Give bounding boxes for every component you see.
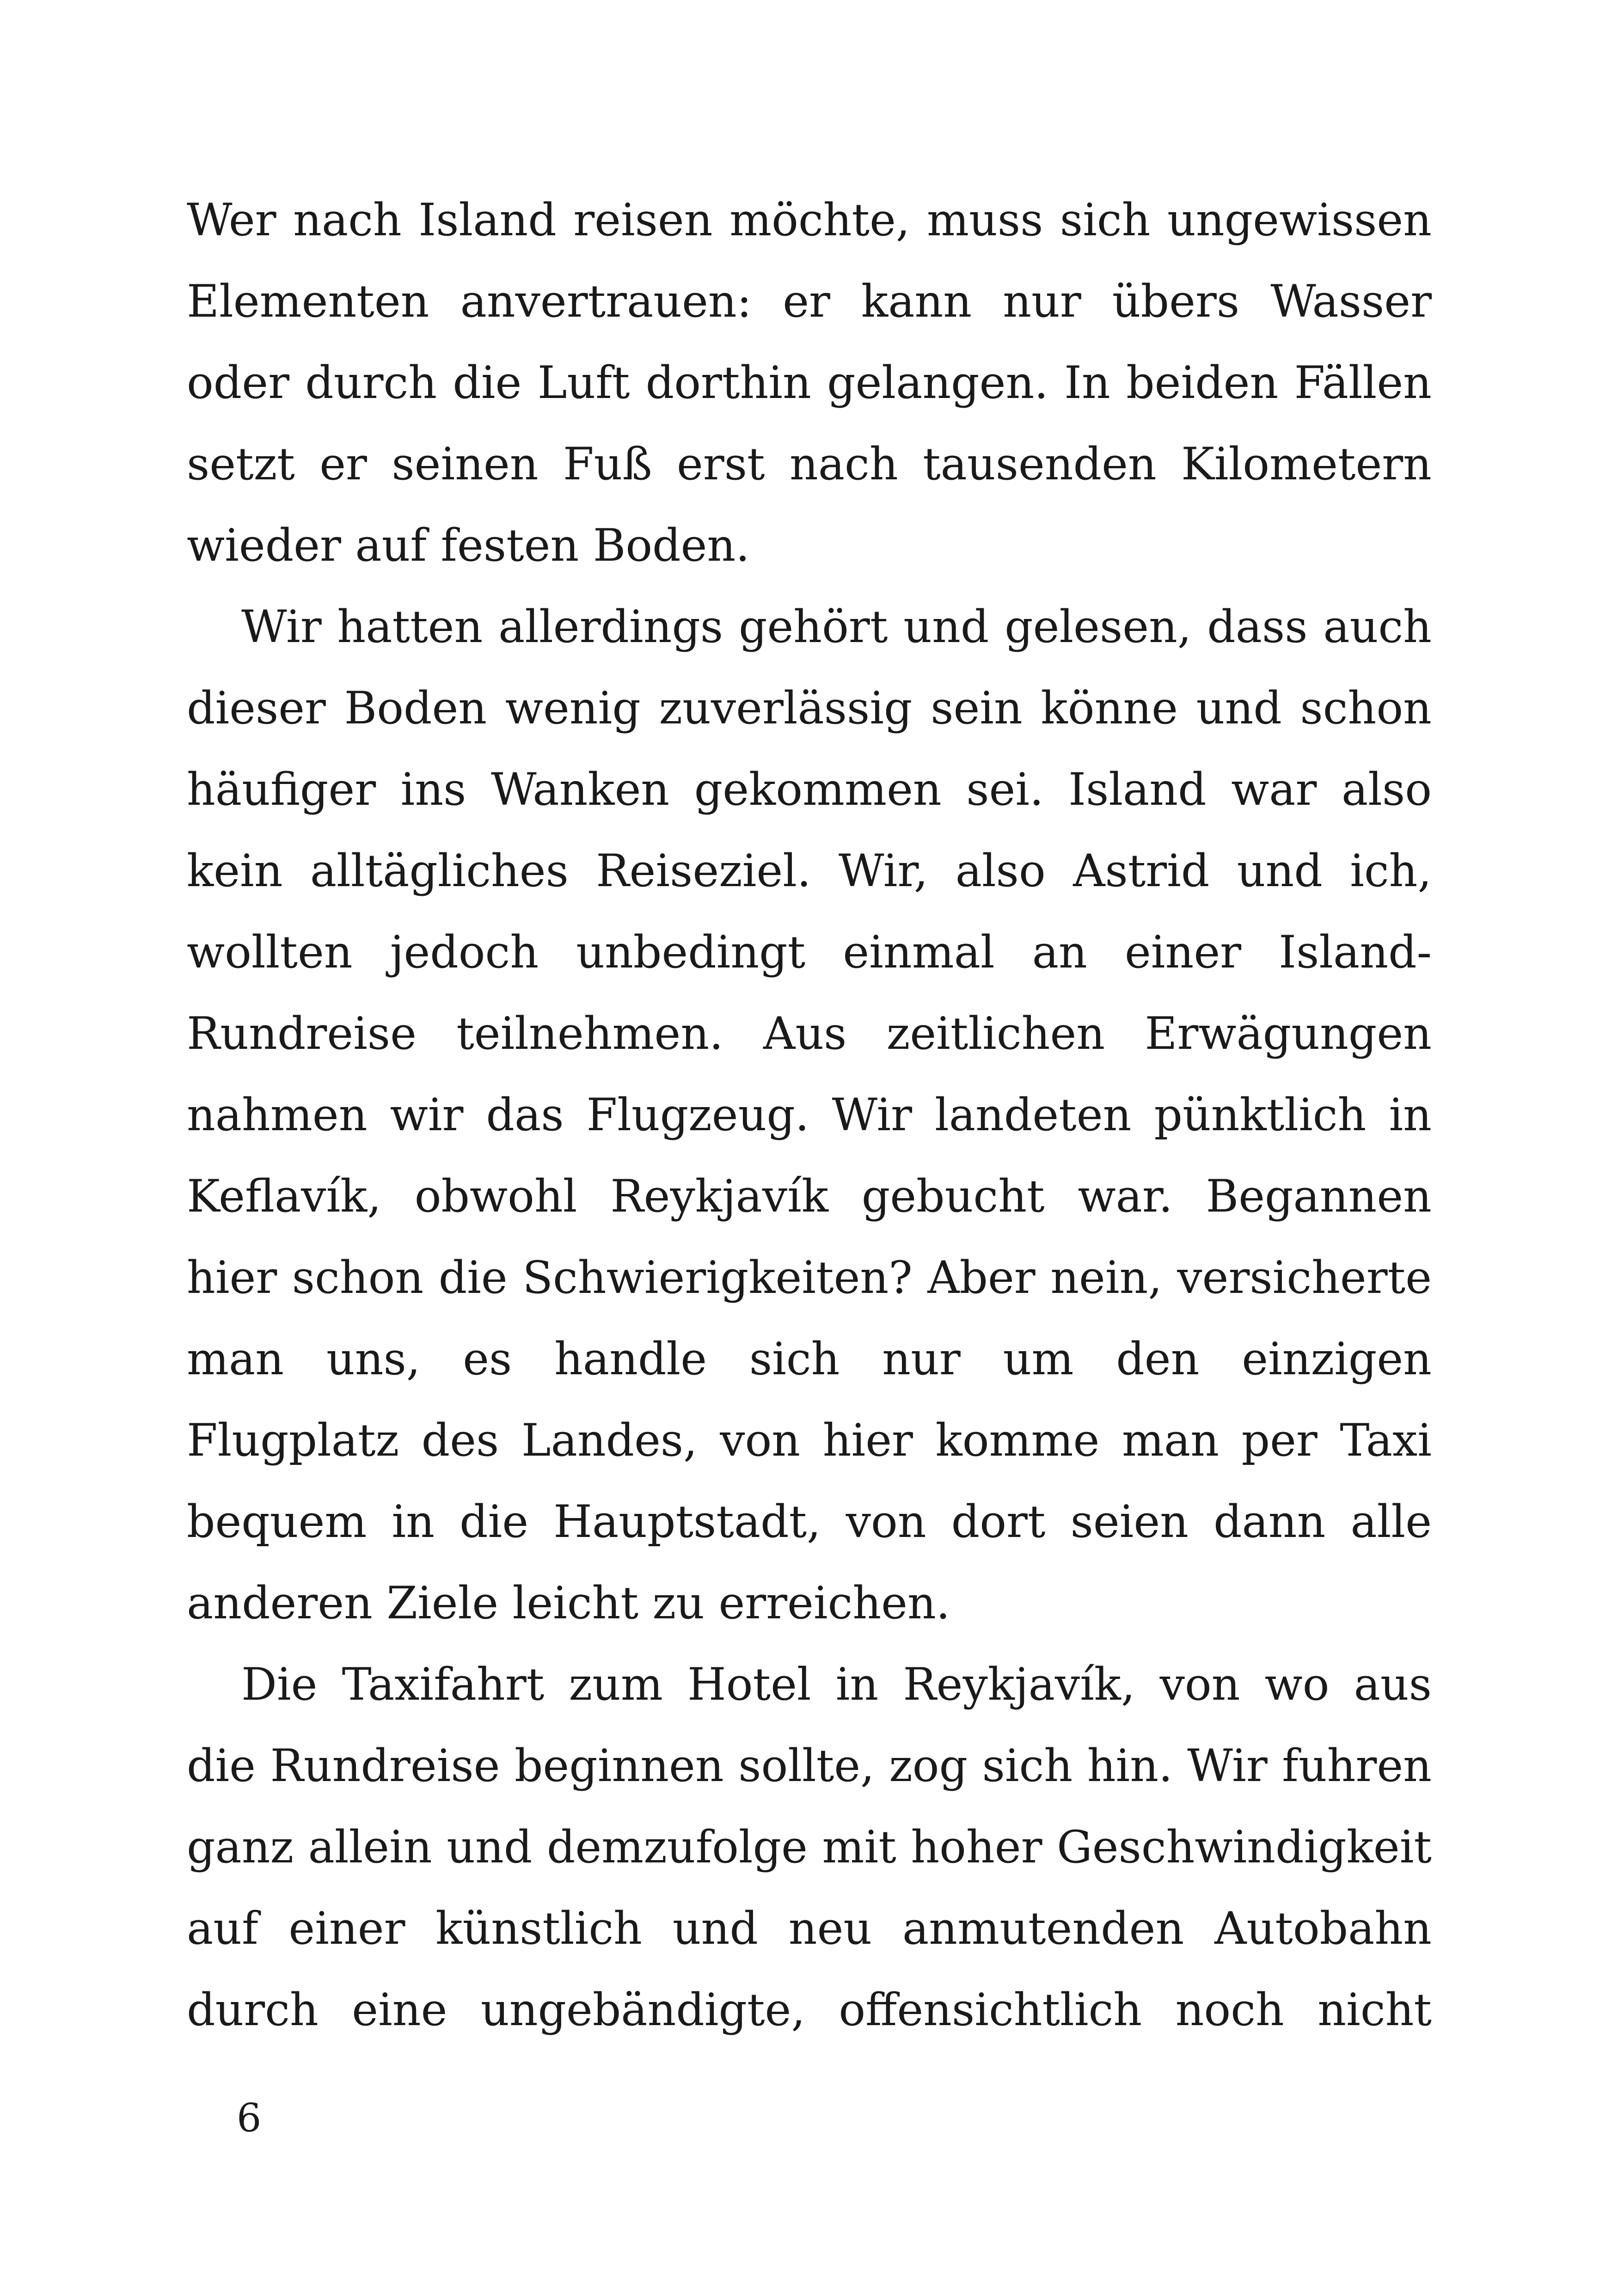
- text-line: häufiger ins Wanken gekommen sei. Island war also: [187, 764, 1432, 815]
- text-line: setzt er seinen Fuß erst nach tausenden Kilometern: [187, 438, 1432, 490]
- text-line: Die Taxifahrt zum Hotel in Reykjavík, von wo aus: [241, 1659, 1432, 1710]
- text-line: anderen Ziele leicht zu erreichen.: [187, 1577, 950, 1629]
- text-line: nahmen wir das Flugzeug. Wir landeten pünktlich in: [187, 1089, 1432, 1141]
- text-line: kein alltägliches Reiseziel. Wir, also Astrid und ich,: [187, 845, 1432, 897]
- text-line: hier schon die Schwierigkeiten? Aber nein, versicherte: [187, 1252, 1432, 1304]
- paragraph-1: [187, 179, 1432, 586]
- paragraph-2: [187, 586, 1432, 1644]
- text-line: Wir hatten allerdings gehört und gelesen, dass auch: [241, 601, 1432, 653]
- paragraph-3: [187, 1644, 1432, 2051]
- text-line: dieser Boden wenig zuverlässig sein könne und schon: [187, 682, 1432, 734]
- text-line: Keflavík, obwohl Reykjavík gebucht war. Begannen: [187, 1170, 1432, 1222]
- text-line: durch eine ungebändigte, offensichtlich noch nicht: [187, 1984, 1432, 2036]
- text-line: man uns, es handle sich nur um den einzigen: [187, 1333, 1432, 1385]
- page-number: 6: [237, 2095, 262, 2141]
- text-line: Wer nach Island reisen möchte, muss sich ungewissen: [187, 194, 1432, 246]
- text-line: wieder auf festen Boden.: [187, 520, 750, 571]
- text-line: bequem in die Hauptstadt, von dort seien dann alle: [187, 1496, 1432, 1548]
- text-line: ganz allein und demzufolge mit hoher Geschwindigkeit: [187, 1821, 1432, 1873]
- text-line: wollten jedoch unbedingt einmal an einer Island-: [187, 926, 1432, 978]
- text-line: die Rundreise beginnen sollte, zog sich hin. Wir fuhren: [187, 1740, 1432, 1792]
- text-line: Elementen anvertrauen: er kann nur übers Wasser: [187, 276, 1432, 327]
- text-line: Flugplatz des Landes, von hier komme man per Taxi: [187, 1414, 1432, 1466]
- body-text: [187, 179, 1432, 2051]
- text-line: Rundreise teilnehmen. Aus zeitlichen Erwägungen: [187, 1008, 1432, 1059]
- text-line: auf einer künstlich und neu anmutenden Autobahn: [187, 1903, 1432, 1954]
- text-line: oder durch die Luft dorthin gelangen. In beiden Fällen: [187, 357, 1432, 409]
